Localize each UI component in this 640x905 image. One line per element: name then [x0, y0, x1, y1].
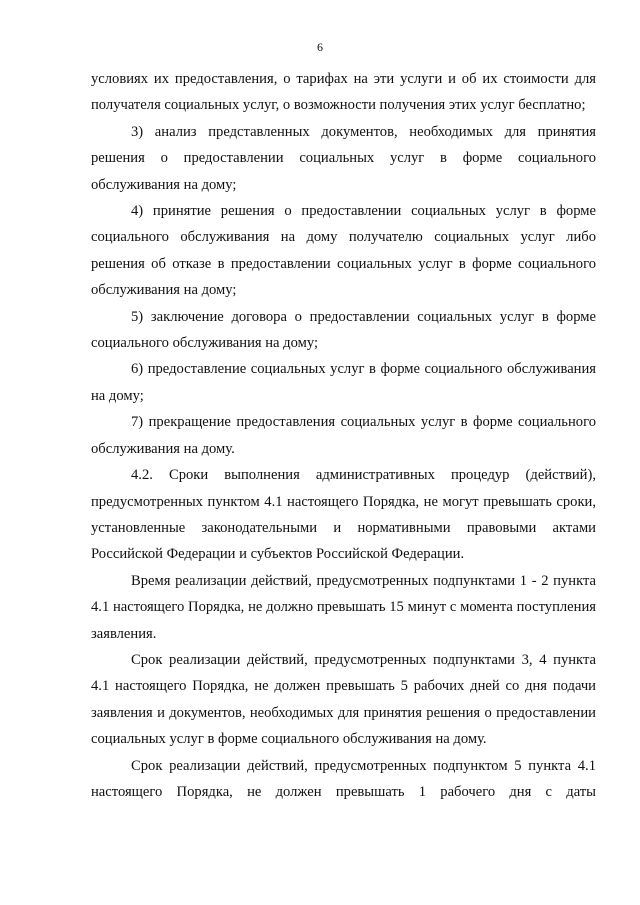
paragraph-time-limit-1-2: Время реализации действий, предусмотренных подпунктами 1 - 2 пункта 4.1 настоящего Порядка, не должно превышать 15 минут с момента поступления заявления.	[91, 572, 596, 642]
document-body	[91, 66, 596, 805]
paragraph-item-3: 3) анализ представленных документов, необходимых для принятия решения о предоставлении социальных услуг в форме социального обслуживания на дому;	[91, 123, 596, 193]
paragraph-section-4-2: 4.2. Сроки выполнения административных процедур (действий), предусмотренных пунктом 4.1 настоящего Порядка, не могут превышать сроки, установленные законодательными и нормативными правовыми актами Российской Федерации и субъектов Российской Федерации.	[91, 467, 596, 563]
paragraph-item-4: 4) принятие решения о предоставлении социальных услуг в форме социального обслуживания на дому получателю социальных услуг либо решения об отказе в предоставлении социальных услуг в форме социального обслуживания на дому;	[91, 203, 596, 299]
paragraph-item-7: 7) прекращение предоставления социальных услуг в форме социального обслуживания на дому.	[91, 414, 596, 457]
paragraph-intro-continuation: условиях их предоставления, о тарифах на эти услуги и об их стоимости для получателя социальных услуг, о возможности получения этих услуг бесплатно;	[91, 71, 596, 114]
page-number: 6	[317, 40, 323, 54]
paragraph-time-limit-5: Срок реализации действий, предусмотренных подпунктом 5 пункта 4.1 настоящего Порядка, не должен превышать 1 рабочего дня с даты	[91, 757, 596, 800]
paragraph-time-limit-3-4: Срок реализации действий, предусмотренных подпунктами 3, 4 пункта 4.1 настоящего Порядка, не должен превышать 5 рабочих дней со дня подачи заявления и документов, необходимых для принятия решения о предоставлении социальных услуг в форме социального обслуживания на дому.	[91, 651, 596, 748]
paragraph-item-5: 5) заключение договора о предоставлении социальных услуг в форме социального обслуживания на дому;	[91, 308, 596, 352]
paragraph-item-6: 6) предоставление социальных услуг в форме социального обслуживания на дому;	[91, 361, 596, 404]
